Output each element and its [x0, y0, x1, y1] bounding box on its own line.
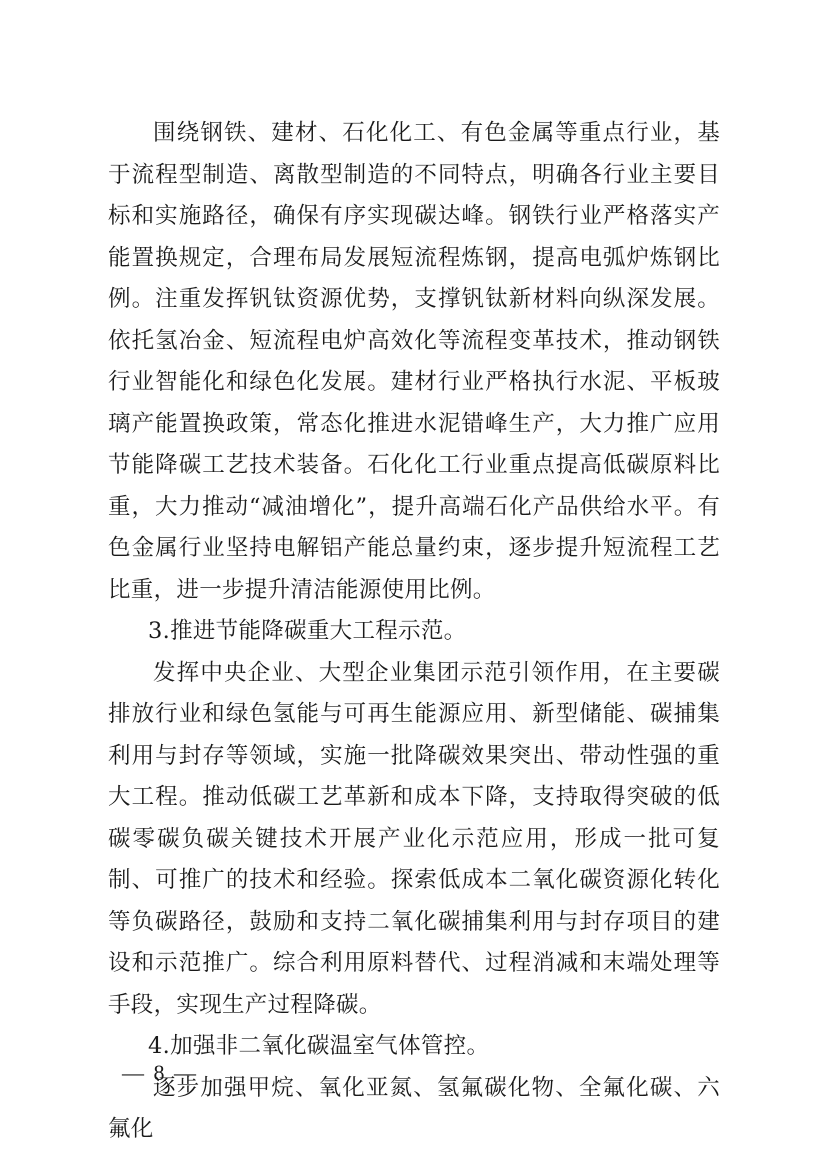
section-heading-4: 4.加强非二氧化碳温室气体管控。 — [148, 1033, 490, 1059]
section-heading-3: 3.推进节能降碳重大工程示范。 — [148, 618, 467, 644]
paragraph-industry-peaking: 围绕钢铁、建材、石化化工、有色金属等重点行业，基于流程型制造、离散型制造的不同特点，明确各行业主要目标和实施路径，确保有序实现碳达峰。钢铁行业严格落实产能置换规定，合理布局发展短流程炼钢，提高电弧炉炼钢比例。注重发挥钒钛资源优势，支撑钒钛新材料向纵深发展。依托氢冶金、短流程电炉高效化等流程变革技术，推动钢铁行业智能化和绿色化发展。建材行业严格执行水泥、平板玻璃产能置换政策，常态化推进水泥错峰生产，大力推广应用节能降碳工艺技术装备。石化化工行业重点提高低碳原料比重，大力推动“减油增化”，提升高端石化产品供给水平。有色金属行业坚持电解铝产能总量约束，逐步提升短流程工艺比重，进一步提升清洁能源使用比例。 — [108, 120, 720, 603]
paragraph-demo-projects: 发挥中央企业、大型企业集团示范引领作用，在主要碳排放行业和绿色氢能与可再生能源应用、新型储能、碳捕集利用与封存等领域，实施一批降碳效果突出、带动性强的重大工程。推动低碳工艺革新和成本下降，支持取得突破的低碳零碳负碳关键技术开展产业化示范应用，形成一批可复制、可推广的技术和经验。探索低成本二氧化碳资源化转化等负碳路径，鼓励和支持二氧化碳捕集利用与封存项目的建设和示范推广。综合利用原料替代、过程消减和末端处理等手段，实现生产过程降碳。 — [108, 659, 720, 1018]
document-body — [108, 113, 720, 1151]
page-number: — 8 — — [122, 1060, 198, 1085]
paragraph-non-co2-gases: 逐步加强甲烷、氧化亚氮、氢氟碳化物、全氟化碳、六氟化 — [108, 1074, 720, 1142]
